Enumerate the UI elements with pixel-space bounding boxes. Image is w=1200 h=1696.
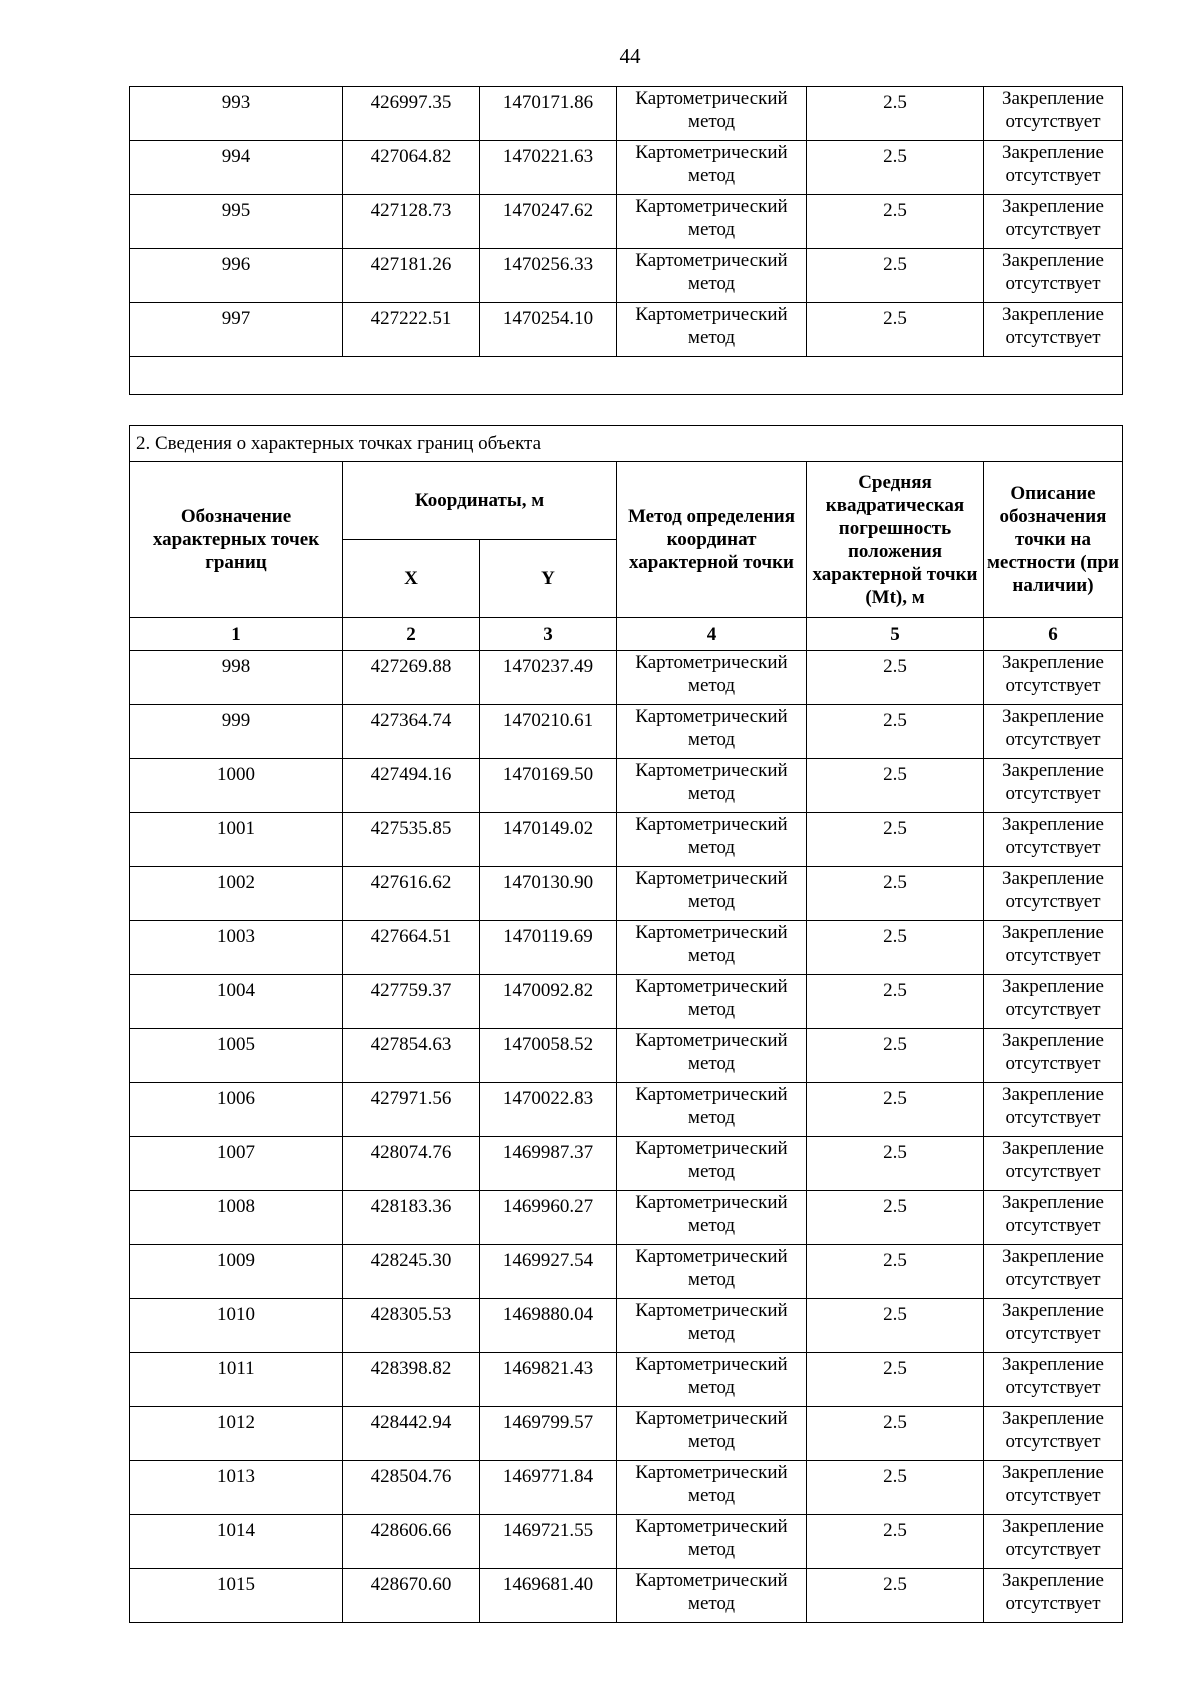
x-coordinate-cell: 428305.53 <box>343 1299 480 1353</box>
description-cell-line: Закрепление <box>1002 142 1104 163</box>
accuracy-cell: 2.5 <box>807 249 984 303</box>
description-cell <box>984 759 1123 813</box>
accuracy-cell: 2.5 <box>807 867 984 921</box>
description-cell-line: отсутствует <box>1005 729 1101 750</box>
description-cell <box>984 303 1123 357</box>
table-row <box>130 1191 1123 1245</box>
description-cell-line: отсутствует <box>1005 1539 1101 1560</box>
table-row <box>130 1299 1123 1353</box>
accuracy-cell: 2.5 <box>807 141 984 195</box>
description-cell <box>984 651 1123 705</box>
x-coordinate-cell: 428245.30 <box>343 1245 480 1299</box>
method-cell-line: Картометрический <box>635 1246 788 1267</box>
y-coordinate-cell: 1470058.52 <box>480 1029 617 1083</box>
method-cell-line: Картометрический <box>635 142 788 163</box>
method-cell <box>617 1461 807 1515</box>
table-row <box>130 1407 1123 1461</box>
description-cell-line: Закрепление <box>1002 1570 1104 1591</box>
method-cell-line: Картометрический <box>635 868 788 889</box>
x-coordinate-cell: 427364.74 <box>343 705 480 759</box>
table-row <box>130 813 1123 867</box>
description-cell-line: Закрепление <box>1002 1516 1104 1537</box>
description-cell-line: Закрепление <box>1002 1138 1104 1159</box>
method-cell-line: метод <box>687 273 736 294</box>
method-cell <box>617 1353 807 1407</box>
column-number: 6 <box>984 618 1123 651</box>
x-coordinate-cell: 427971.56 <box>343 1083 480 1137</box>
point-id-cell: 998 <box>130 651 343 705</box>
point-id-cell: 997 <box>130 303 343 357</box>
description-cell-line: Закрепление <box>1002 1354 1104 1375</box>
method-cell-line: Картометрический <box>635 196 788 217</box>
description-cell-line: отсутствует <box>1005 1485 1101 1506</box>
x-coordinate-cell: 427222.51 <box>343 303 480 357</box>
method-cell-line: Картометрический <box>635 1084 788 1105</box>
accuracy-cell: 2.5 <box>807 195 984 249</box>
description-cell <box>984 1407 1123 1461</box>
accuracy-cell: 2.5 <box>807 1137 984 1191</box>
description-cell <box>984 975 1123 1029</box>
y-coordinate-cell: 1470022.83 <box>480 1083 617 1137</box>
y-coordinate-cell: 1469771.84 <box>480 1461 617 1515</box>
description-cell <box>984 141 1123 195</box>
point-id-cell: 1007 <box>130 1137 343 1191</box>
method-cell-line: метод <box>687 1215 736 1236</box>
method-cell-line: метод <box>687 729 736 750</box>
x-coordinate-cell: 427128.73 <box>343 195 480 249</box>
method-cell-line: Картометрический <box>635 1300 788 1321</box>
description-cell-line: отсутствует <box>1005 1269 1101 1290</box>
header-description: Описание обозначения точки на местности (при наличии) <box>984 462 1123 618</box>
method-cell-line: Картометрический <box>635 922 788 943</box>
y-coordinate-cell: 1469880.04 <box>480 1299 617 1353</box>
description-cell-line: отсутствует <box>1005 1053 1101 1074</box>
accuracy-cell: 2.5 <box>807 1299 984 1353</box>
description-cell-line: отсутствует <box>1005 273 1101 294</box>
accuracy-cell: 2.5 <box>807 1191 984 1245</box>
description-cell <box>984 1137 1123 1191</box>
description-cell-line: отсутствует <box>1005 1107 1101 1128</box>
method-cell <box>617 195 807 249</box>
method-cell <box>617 87 807 141</box>
method-cell-line: Картометрический <box>635 1408 788 1429</box>
table-row <box>130 141 1123 195</box>
method-cell-line: Картометрический <box>635 976 788 997</box>
point-id-cell: 1014 <box>130 1515 343 1569</box>
method-cell <box>617 867 807 921</box>
column-number: 4 <box>617 618 807 651</box>
x-coordinate-cell: 426997.35 <box>343 87 480 141</box>
method-cell <box>617 1137 807 1191</box>
table-row <box>130 705 1123 759</box>
accuracy-cell: 2.5 <box>807 705 984 759</box>
coordinates-table-continued <box>129 86 1123 395</box>
method-cell <box>617 1083 807 1137</box>
point-id-cell: 1015 <box>130 1569 343 1623</box>
description-cell-line: Закрепление <box>1002 706 1104 727</box>
y-coordinate-cell: 1469799.57 <box>480 1407 617 1461</box>
method-cell <box>617 651 807 705</box>
point-id-cell: 1009 <box>130 1245 343 1299</box>
point-id-cell: 1012 <box>130 1407 343 1461</box>
accuracy-cell: 2.5 <box>807 975 984 1029</box>
table-row <box>130 1137 1123 1191</box>
table-row <box>130 303 1123 357</box>
y-coordinate-cell: 1469721.55 <box>480 1515 617 1569</box>
method-cell-line: метод <box>687 1053 736 1074</box>
x-coordinate-cell: 428606.66 <box>343 1515 480 1569</box>
description-cell <box>984 1083 1123 1137</box>
x-coordinate-cell: 427494.16 <box>343 759 480 813</box>
x-coordinate-cell: 427535.85 <box>343 813 480 867</box>
method-cell-line: Картометрический <box>635 706 788 727</box>
description-cell-line: Закрепление <box>1002 760 1104 781</box>
table-row <box>130 651 1123 705</box>
point-id-cell: 1005 <box>130 1029 343 1083</box>
point-id-cell: 993 <box>130 87 343 141</box>
point-id-cell: 1006 <box>130 1083 343 1137</box>
method-cell <box>617 1569 807 1623</box>
table-row <box>130 1353 1123 1407</box>
y-coordinate-cell: 1470247.62 <box>480 195 617 249</box>
accuracy-cell: 2.5 <box>807 1245 984 1299</box>
x-coordinate-cell: 427759.37 <box>343 975 480 1029</box>
column-number: 2 <box>343 618 480 651</box>
method-cell <box>617 1407 807 1461</box>
y-coordinate-cell: 1470149.02 <box>480 813 617 867</box>
table-row <box>130 87 1123 141</box>
method-cell <box>617 1245 807 1299</box>
point-id-cell: 996 <box>130 249 343 303</box>
point-id-cell: 1004 <box>130 975 343 1029</box>
table-row <box>130 249 1123 303</box>
accuracy-cell: 2.5 <box>807 1515 984 1569</box>
point-id-cell: 1011 <box>130 1353 343 1407</box>
description-cell-line: отсутствует <box>1005 783 1101 804</box>
accuracy-cell: 2.5 <box>807 1029 984 1083</box>
method-cell <box>617 975 807 1029</box>
method-cell-line: метод <box>687 1593 736 1614</box>
method-cell-line: метод <box>687 1539 736 1560</box>
x-coordinate-cell: 428504.76 <box>343 1461 480 1515</box>
accuracy-cell: 2.5 <box>807 87 984 141</box>
description-cell-line: Закрепление <box>1002 1246 1104 1267</box>
x-coordinate-cell: 427664.51 <box>343 921 480 975</box>
table-row <box>130 867 1123 921</box>
method-cell-line: Картометрический <box>635 1138 788 1159</box>
description-cell <box>984 1245 1123 1299</box>
method-cell <box>617 759 807 813</box>
method-cell-line: метод <box>687 219 736 240</box>
boundary-points-table <box>129 425 1123 1623</box>
description-cell-line: отсутствует <box>1005 327 1101 348</box>
description-cell-line: отсутствует <box>1005 1431 1101 1452</box>
method-cell <box>617 249 807 303</box>
description-cell <box>984 867 1123 921</box>
description-cell-line: Закрепление <box>1002 868 1104 889</box>
description-cell-line: Закрепление <box>1002 88 1104 109</box>
description-cell-line: отсутствует <box>1005 1377 1101 1398</box>
header-accuracy: Средняя квадратическая погрешность положения характерной точки (Mt), м <box>807 462 984 618</box>
description-cell-line: отсутствует <box>1005 1161 1101 1182</box>
table-row <box>130 1029 1123 1083</box>
point-id-cell: 1002 <box>130 867 343 921</box>
table-body <box>130 651 1123 1623</box>
description-cell-line: отсутствует <box>1005 945 1101 966</box>
table-row <box>130 1245 1123 1299</box>
x-coordinate-cell: 427269.88 <box>343 651 480 705</box>
accuracy-cell: 2.5 <box>807 813 984 867</box>
y-coordinate-cell: 1470254.10 <box>480 303 617 357</box>
y-coordinate-cell: 1470171.86 <box>480 87 617 141</box>
accuracy-cell: 2.5 <box>807 1407 984 1461</box>
column-number: 3 <box>480 618 617 651</box>
y-coordinate-cell: 1470237.49 <box>480 651 617 705</box>
description-cell-line: Закрепление <box>1002 652 1104 673</box>
table-row <box>130 1083 1123 1137</box>
method-cell <box>617 141 807 195</box>
description-cell-line: отсутствует <box>1005 1323 1101 1344</box>
x-coordinate-cell: 427616.62 <box>343 867 480 921</box>
description-cell <box>984 1353 1123 1407</box>
method-cell-line: Картометрический <box>635 1354 788 1375</box>
method-cell <box>617 1515 807 1569</box>
point-id-cell: 1008 <box>130 1191 343 1245</box>
method-cell <box>617 921 807 975</box>
description-cell <box>984 813 1123 867</box>
method-cell-line: метод <box>687 999 736 1020</box>
header-coordinates: Координаты, м <box>343 462 617 540</box>
description-cell <box>984 1569 1123 1623</box>
y-coordinate-cell: 1470256.33 <box>480 249 617 303</box>
method-cell-line: метод <box>687 891 736 912</box>
empty-row <box>130 357 1123 395</box>
method-cell-line: Картометрический <box>635 304 788 325</box>
description-cell-line: отсутствует <box>1005 219 1101 240</box>
table-body <box>130 87 1123 357</box>
column-number-row <box>130 618 1123 651</box>
method-cell <box>617 1299 807 1353</box>
header-y: Y <box>480 540 617 618</box>
method-cell <box>617 1029 807 1083</box>
method-cell <box>617 1191 807 1245</box>
method-cell-line: Картометрический <box>635 652 788 673</box>
description-cell <box>984 195 1123 249</box>
y-coordinate-cell: 1470210.61 <box>480 705 617 759</box>
x-coordinate-cell: 428442.94 <box>343 1407 480 1461</box>
description-cell-line: Закрепление <box>1002 304 1104 325</box>
table-row <box>130 759 1123 813</box>
description-cell-line: Закрепление <box>1002 250 1104 271</box>
method-cell-line: Картометрический <box>635 1462 788 1483</box>
method-cell-line: метод <box>687 1107 736 1128</box>
y-coordinate-cell: 1470130.90 <box>480 867 617 921</box>
y-coordinate-cell: 1470119.69 <box>480 921 617 975</box>
description-cell <box>984 705 1123 759</box>
method-cell-line: Картометрический <box>635 1570 788 1591</box>
method-cell-line: Картометрический <box>635 760 788 781</box>
method-cell-line: метод <box>687 1269 736 1290</box>
method-cell-line: метод <box>687 1323 736 1344</box>
point-id-cell: 1000 <box>130 759 343 813</box>
x-coordinate-cell: 427854.63 <box>343 1029 480 1083</box>
page-number: 44 <box>619 44 641 68</box>
description-cell-line: Закрепление <box>1002 196 1104 217</box>
table-row <box>130 1569 1123 1623</box>
description-cell <box>984 1299 1123 1353</box>
description-cell-line: Закрепление <box>1002 922 1104 943</box>
method-cell <box>617 813 807 867</box>
accuracy-cell: 2.5 <box>807 1461 984 1515</box>
method-cell-line: метод <box>687 111 736 132</box>
point-id-cell: 999 <box>130 705 343 759</box>
method-cell-line: Картометрический <box>635 1192 788 1213</box>
description-cell-line: отсутствует <box>1005 675 1101 696</box>
point-id-cell: 1013 <box>130 1461 343 1515</box>
point-id-cell: 994 <box>130 141 343 195</box>
column-number: 1 <box>130 618 343 651</box>
description-cell-line: Закрепление <box>1002 1408 1104 1429</box>
header-method: Метод определения координат характерной точки <box>617 462 807 618</box>
method-cell-line: метод <box>687 837 736 858</box>
column-number: 5 <box>807 618 984 651</box>
x-coordinate-cell: 428670.60 <box>343 1569 480 1623</box>
table-row <box>130 1515 1123 1569</box>
point-id-cell: 1003 <box>130 921 343 975</box>
description-cell-line: Закрепление <box>1002 1030 1104 1051</box>
y-coordinate-cell: 1469960.27 <box>480 1191 617 1245</box>
method-cell-line: метод <box>687 783 736 804</box>
method-cell-line: Картометрический <box>635 814 788 835</box>
description-cell-line: отсутствует <box>1005 165 1101 186</box>
description-cell-line: Закрепление <box>1002 1084 1104 1105</box>
table-row <box>130 921 1123 975</box>
description-cell <box>984 1029 1123 1083</box>
method-cell-line: метод <box>687 1377 736 1398</box>
accuracy-cell: 2.5 <box>807 303 984 357</box>
method-cell-line: метод <box>687 1431 736 1452</box>
x-coordinate-cell: 427181.26 <box>343 249 480 303</box>
description-cell-line: отсутствует <box>1005 891 1101 912</box>
method-cell-line: метод <box>687 945 736 966</box>
description-cell-line: Закрепление <box>1002 814 1104 835</box>
method-cell-line: метод <box>687 1485 736 1506</box>
table-row <box>130 975 1123 1029</box>
table-row <box>130 195 1123 249</box>
description-cell-line: отсутствует <box>1005 1593 1101 1614</box>
method-cell-line: Картометрический <box>635 1516 788 1537</box>
x-coordinate-cell: 427064.82 <box>343 141 480 195</box>
accuracy-cell: 2.5 <box>807 759 984 813</box>
y-coordinate-cell: 1469821.43 <box>480 1353 617 1407</box>
method-cell-line: Картометрический <box>635 250 788 271</box>
description-cell <box>984 1515 1123 1569</box>
accuracy-cell: 2.5 <box>807 1083 984 1137</box>
description-cell-line: отсутствует <box>1005 111 1101 132</box>
description-cell-line: Закрепление <box>1002 976 1104 997</box>
description-cell-line: Закрепление <box>1002 1462 1104 1483</box>
point-id-cell: 995 <box>130 195 343 249</box>
description-cell-line: отсутствует <box>1005 837 1101 858</box>
description-cell-line: Закрепление <box>1002 1300 1104 1321</box>
point-id-cell: 1001 <box>130 813 343 867</box>
x-coordinate-cell: 428398.82 <box>343 1353 480 1407</box>
table-row <box>130 1461 1123 1515</box>
description-cell <box>984 1461 1123 1515</box>
description-cell-line: Закрепление <box>1002 1192 1104 1213</box>
y-coordinate-cell: 1469681.40 <box>480 1569 617 1623</box>
description-cell-line: отсутствует <box>1005 1215 1101 1236</box>
point-id-cell: 1010 <box>130 1299 343 1353</box>
y-coordinate-cell: 1469927.54 <box>480 1245 617 1299</box>
method-cell-line: метод <box>687 675 736 696</box>
table-caption: 2. Сведения о характерных точках границ объекта <box>130 426 1123 462</box>
header-designation: Обозначение характерных точек границ <box>130 462 343 618</box>
method-cell <box>617 303 807 357</box>
y-coordinate-cell: 1470169.50 <box>480 759 617 813</box>
description-cell <box>984 921 1123 975</box>
accuracy-cell: 2.5 <box>807 921 984 975</box>
description-cell <box>984 1191 1123 1245</box>
description-cell-line: отсутствует <box>1005 999 1101 1020</box>
y-coordinate-cell: 1470092.82 <box>480 975 617 1029</box>
method-cell-line: Картометрический <box>635 1030 788 1051</box>
accuracy-cell: 2.5 <box>807 1569 984 1623</box>
description-cell <box>984 249 1123 303</box>
method-cell <box>617 705 807 759</box>
y-coordinate-cell: 1470221.63 <box>480 141 617 195</box>
header-x: X <box>343 540 480 618</box>
method-cell-line: метод <box>687 327 736 348</box>
description-cell <box>984 87 1123 141</box>
y-coordinate-cell: 1469987.37 <box>480 1137 617 1191</box>
x-coordinate-cell: 428183.36 <box>343 1191 480 1245</box>
x-coordinate-cell: 428074.76 <box>343 1137 480 1191</box>
accuracy-cell: 2.5 <box>807 651 984 705</box>
method-cell-line: метод <box>687 1161 736 1182</box>
method-cell-line: метод <box>687 165 736 186</box>
method-cell-line: Картометрический <box>635 88 788 109</box>
accuracy-cell: 2.5 <box>807 1353 984 1407</box>
